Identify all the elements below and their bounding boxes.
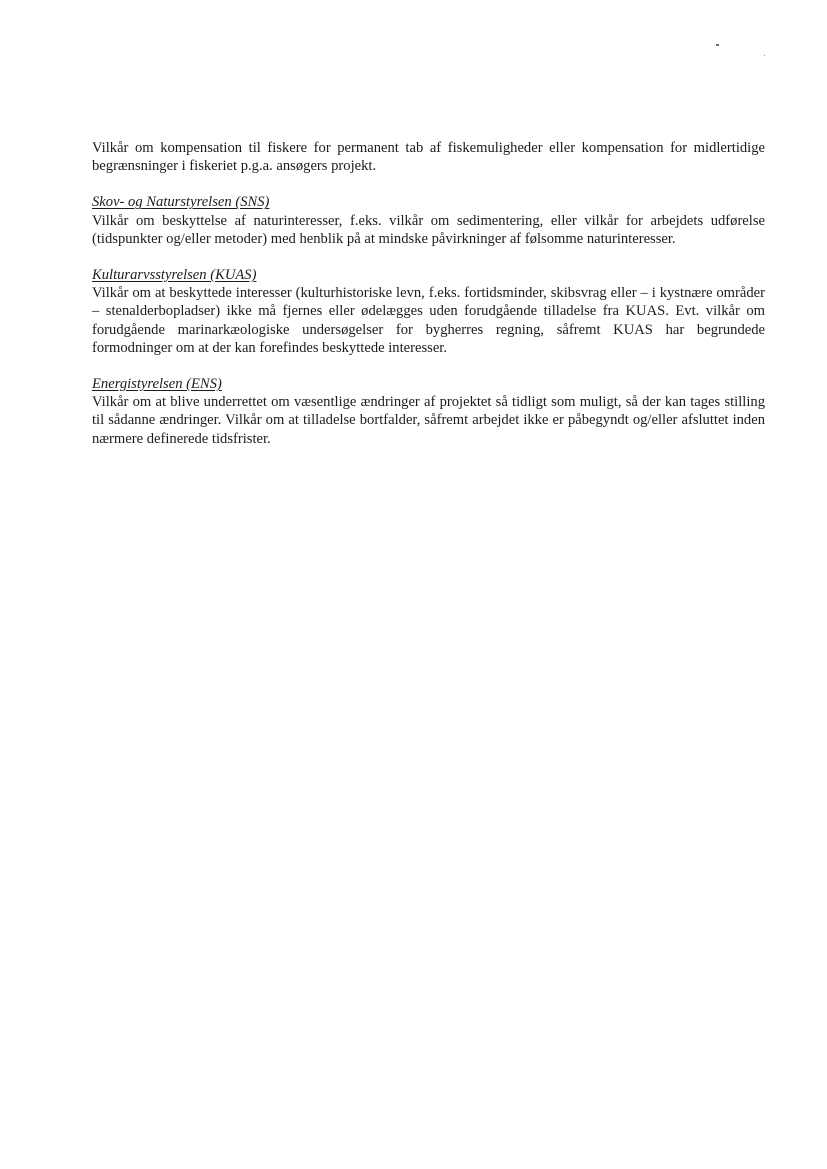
section-heading: Skov- og Naturstyrelsen (SNS) (92, 194, 270, 211)
section-ens (92, 375, 765, 448)
section-paragraph: Vilkår om at beskyttede interesser (kulturhistoriske levn, f.eks. fortidsminder, skibsvrag eller – i kystnære områder – stenalderbopladser) ikke må fjernes eller ødelægges uden forudgående tilladelse fra KUAS. Evt. vilkår om forudgående marinarkæologiske undersøgelser for bygherres regning, såfremt KUAS har begrundede formodninger om at der kan forefindes beskyttede interesser. (92, 285, 765, 356)
section-paragraph: Vilkår om at blive underrettet om væsentlige ændringer af projektet så tidligt som muligt, så der kan tages stilling til sådanne ændringer. Vilkår om at tilladelse bortfalder, såfremt arbejdet ikke er påbegyndt og/eller afsluttet inden nærmere definerede tidsfrister. (92, 394, 765, 447)
scan-speck (716, 44, 719, 46)
section-kuas (92, 266, 765, 357)
section-heading: Energistyrelsen (ENS) (92, 376, 222, 393)
section-paragraph: Vilkår om beskyttelse af naturinteresser, f.eks. vilkår om sedimentering, eller vilkår for arbejdets udførelse (tidspunkter og/eller metoder) med henblik på at mindske påvirkninger af følsomme naturinteresser. (92, 212, 765, 247)
scan-speck (764, 55, 765, 56)
section-sns (92, 193, 765, 248)
intro-paragraph: Vilkår om kompensation til fiskere for permanent tab af fiskemuligheder eller kompensation for midlertidige begrænsninger i fiskeriet p.g.a. ansøgers projekt. (92, 140, 765, 175)
section-heading: Kulturarvsstyrelsen (KUAS) (92, 267, 257, 284)
document-body (92, 139, 765, 448)
